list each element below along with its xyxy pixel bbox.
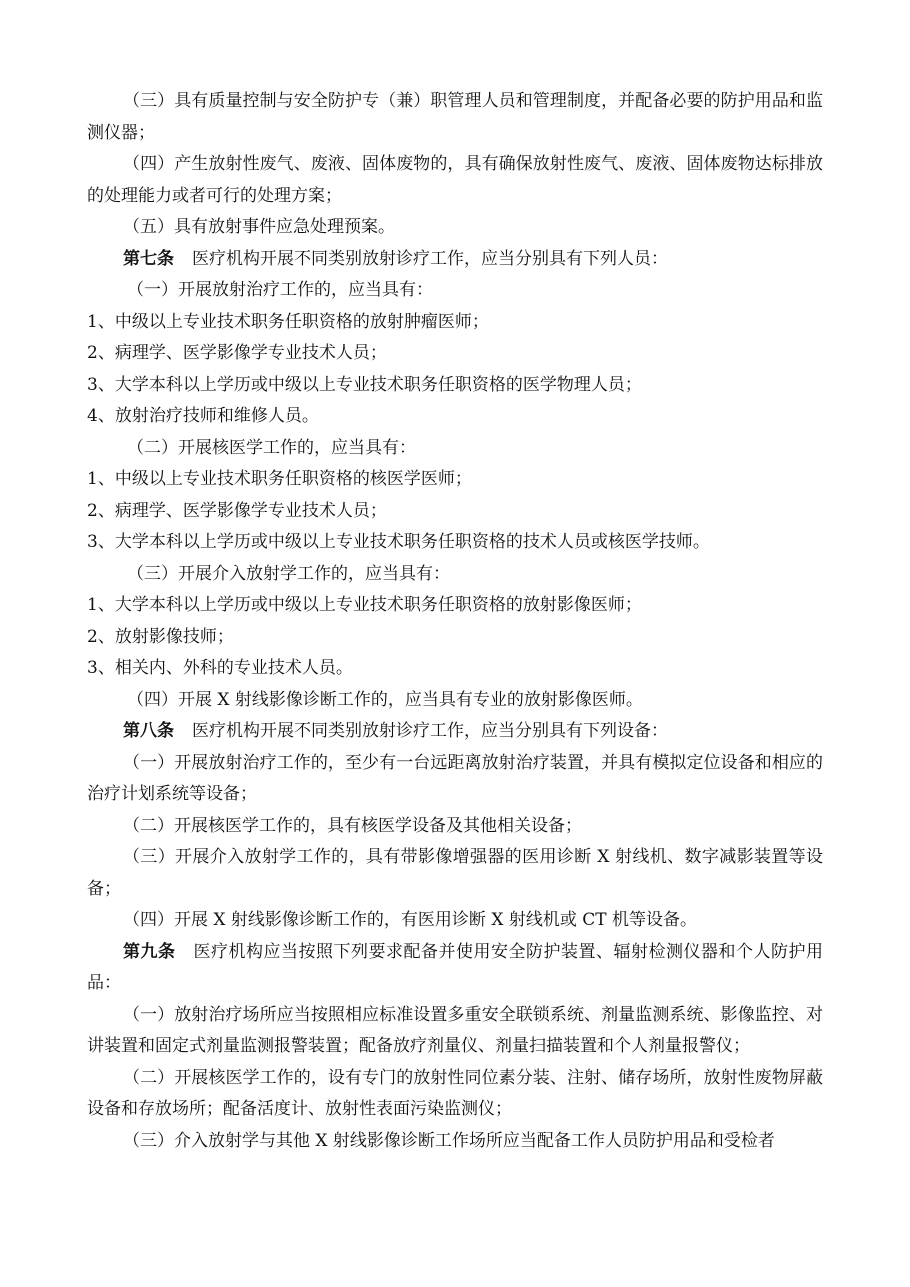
list-item: 1、大学本科以上学历或中级以上专业技术职务任职资格的放射影像医师； xyxy=(87,595,642,615)
article-heading: 第七条 xyxy=(123,248,174,269)
paragraph: （二）开展核医学工作的，设有专门的放射性同位素分装、注射、储存场所，放射性废物屏蔽设备和存放场所；配备活度计、放射性表面污染监测仪； xyxy=(87,1067,823,1119)
list-item: 3、相关内、外科的专业技术人员。 xyxy=(87,658,353,678)
document-body xyxy=(87,86,823,1157)
list-item: 4、放射治疗技师和维修人员。 xyxy=(87,406,319,426)
paragraph: （五）具有放射事件应急处理预案。 xyxy=(123,217,395,237)
paragraph: （四）开展 X 射线影像诊断工作的，有医用诊断 X 射线机或 CT 机等设备。 xyxy=(123,910,697,930)
paragraph: （三）开展介入放射学工作的，具有带影像增强器的医用诊断 X 射线机、数字减影装置等设备； xyxy=(87,847,823,899)
article-text: 医疗机构开展不同类别放射诊疗工作，应当分别具有下列设备： xyxy=(192,721,668,741)
paragraph: （二）开展核医学工作的，应当具有： xyxy=(127,437,416,458)
list-item: 2、病理学、医学影像学专业技术人员； xyxy=(87,343,387,363)
list-item: 3、大学本科以上学历或中级以上专业技术职务任职资格的医学物理人员； xyxy=(87,374,642,395)
list-item: 1、中级以上专业技术职务任职资格的核医学医师； xyxy=(87,469,472,489)
paragraph: （一）开展放射治疗工作的，至少有一台远距离放射治疗装置，并具有模拟定位设备和相应的治疗计划系统等设备； xyxy=(87,752,823,804)
article-text: 医疗机构开展不同类别放射诊疗工作，应当分别具有下列人员： xyxy=(192,248,668,269)
article-8 xyxy=(87,716,823,748)
article-7 xyxy=(87,244,823,276)
article-text: 医疗机构应当按照下列要求配备并使用安全防护装置、辐射检测仪器和个人防护用品： xyxy=(87,941,823,993)
list-item: 3、大学本科以上学历或中级以上专业技术职务任职资格的技术人员或核医学技师。 xyxy=(87,532,710,552)
paragraph: （四）开展 X 射线影像诊断工作的，应当具有专业的放射影像医师。 xyxy=(127,689,643,710)
paragraph: （一）放射治疗场所应当按照相应标准设置多重安全联锁系统、剂量监测系统、影像监控、对讲装置和固定式剂量监测报警装置；配备放疗剂量仪、剂量扫描装置和个人剂量报警仪； xyxy=(87,1004,823,1056)
paragraph: （一）开展放射治疗工作的，应当具有： xyxy=(127,280,433,300)
article-heading: 第九条 xyxy=(123,941,176,962)
article-9 xyxy=(87,937,823,1000)
list-item: 2、病理学、医学影像学专业技术人员； xyxy=(87,500,387,521)
list-item: 1、中级以上专业技术职务任职资格的放射肿瘤医师； xyxy=(87,311,489,332)
paragraph: （二）开展核医学工作的，具有核医学设备及其他相关设备； xyxy=(123,815,582,836)
paragraph: （三）具有质量控制与安全防护专（兼）职管理人员和管理制度，并配备必要的防护用品和监测仪器； xyxy=(87,91,823,143)
paragraph: （三）开展介入放射学工作的，应当具有： xyxy=(127,563,450,584)
paragraph: （四）产生放射性废气、废液、固体废物的，具有确保放射性废气、废液、固体废物达标排放的处理能力或者可行的处理方案； xyxy=(87,154,823,206)
article-heading: 第八条 xyxy=(123,721,174,741)
paragraph: （三）介入放射学与其他 X 射线影像诊断工作场所应当配备工作人员防护用品和受检者 xyxy=(123,1130,775,1151)
list-item: 2、放射影像技师； xyxy=(87,626,234,647)
